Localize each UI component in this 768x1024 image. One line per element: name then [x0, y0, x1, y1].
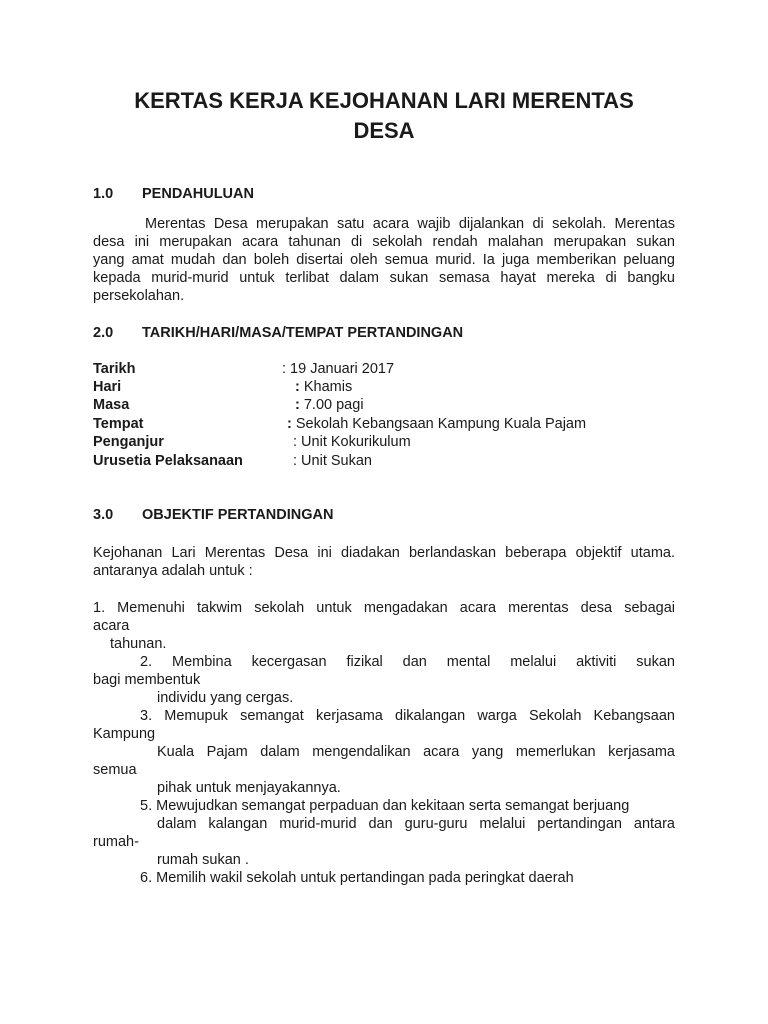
title-line-2: DESA: [353, 118, 415, 143]
objective-2-line-1: 2. Membina kecergasan fizikal dan mental melalui aktiviti sukan: [140, 654, 675, 670]
detail-colon: :: [295, 379, 300, 395]
objective-1-line-1: 1. Memenuhi takwim sekolah untuk mengadakan acara merentas desa sebagai: [93, 600, 675, 616]
detail-colon: :: [295, 397, 300, 413]
section-2-number: 2.0: [93, 325, 114, 341]
intro-line-1: Merentas Desa merupakan satu acara wajib dijalankan di sekolah. Merentas: [145, 216, 675, 232]
intro-line-2: desa ini merupakan acara tahunan di sekolah rendah malahan merupakan sukan: [93, 234, 675, 250]
detail-label-urusetia: Urusetia Pelaksanaan: [93, 453, 243, 469]
detail-row-masa: [295, 397, 364, 413]
detail-value-hari: Khamis: [299, 379, 353, 395]
intro-paragraph: [93, 215, 675, 305]
objective-5-line-1: 5. Mewujudkan semangat perpaduan dan kekitaan serta semangat berjuang: [140, 798, 630, 814]
detail-label-masa: Masa: [93, 397, 130, 413]
section-3-number: 3.0: [93, 507, 114, 523]
detail-value-tarikh: : 19 Januari 2017: [282, 361, 395, 377]
objective-2-line-2: bagi membentuk: [93, 672, 201, 688]
intro-line-4: kepada murid-murid untuk terlibat dalam sukan semasa hayat mereka di bangku: [93, 270, 675, 286]
detail-row-tempat: [287, 416, 586, 432]
section-1-heading: PENDAHULUAN: [142, 186, 254, 202]
objective-3-line-3: Kuala Pajam dalam mengendalikan acara yang memerlukan kerjasama: [157, 744, 675, 760]
detail-value-tempat: Sekolah Kebangsaan Kampung Kuala Pajam: [291, 416, 587, 432]
section-1-number: 1.0: [93, 186, 114, 202]
objective-6-line-1: 6. Memilih wakil sekolah untuk pertandingan pada peringkat daerah: [140, 870, 574, 886]
section-2-heading: TARIKH/HARI/MASA/TEMPAT PERTANDINGAN: [142, 325, 464, 341]
objective-3-line-5: pihak untuk menjayakannya.: [157, 780, 341, 796]
detail-colon: :: [287, 416, 292, 432]
objective-5-line-2: dalam kalangan murid-murid dan guru-guru melalui pertandingan antara: [157, 816, 675, 832]
objective-2-line-3: individu yang cergas.: [157, 690, 294, 706]
detail-label-penganjur: Penganjur: [93, 434, 164, 450]
objective-3-line-4: semua: [93, 762, 137, 778]
detail-value-penganjur: : Unit Kokurikulum: [293, 434, 411, 450]
detail-label-tarikh: Tarikh: [93, 361, 136, 377]
objectives-list: [93, 599, 675, 887]
title-line-1: KERTAS KERJA KEJOHANAN LARI MERENTAS: [134, 88, 634, 113]
objective-1-line-3: tahunan.: [110, 636, 167, 652]
detail-label-hari: Hari: [93, 379, 122, 395]
objective-intro-line-1: Kejohanan Lari Merentas Desa ini diadakan berlandaskan beberapa objektif utama.: [93, 545, 675, 561]
intro-line-3: yang amat mudah dan boleh disertai oleh semua murid. Ia juga memberikan peluang: [93, 252, 675, 268]
objective-5-line-3: rumah-: [93, 834, 139, 850]
objective-5-line-4: rumah sukan .: [157, 852, 249, 868]
intro-line-5: persekolahan.: [93, 288, 185, 304]
objective-1-line-2: acara: [93, 618, 130, 634]
section-3-heading: OBJEKTIF PERTANDINGAN: [142, 507, 334, 523]
detail-label-tempat: Tempat: [93, 416, 144, 432]
detail-row-hari: [295, 379, 352, 395]
document-title: [80, 86, 688, 146]
objective-3-line-2: Kampung: [93, 726, 156, 742]
detail-value-urusetia: : Unit Sukan: [293, 453, 372, 469]
objective-3-line-1: 3. Memupuk semangat kerjasama dikalangan warga Sekolah Kebangsaan: [140, 708, 675, 724]
objective-intro-line-2: antaranya adalah untuk :: [93, 563, 253, 579]
detail-value-masa: 7.00 pagi: [299, 397, 364, 413]
objective-intro: [93, 544, 675, 580]
